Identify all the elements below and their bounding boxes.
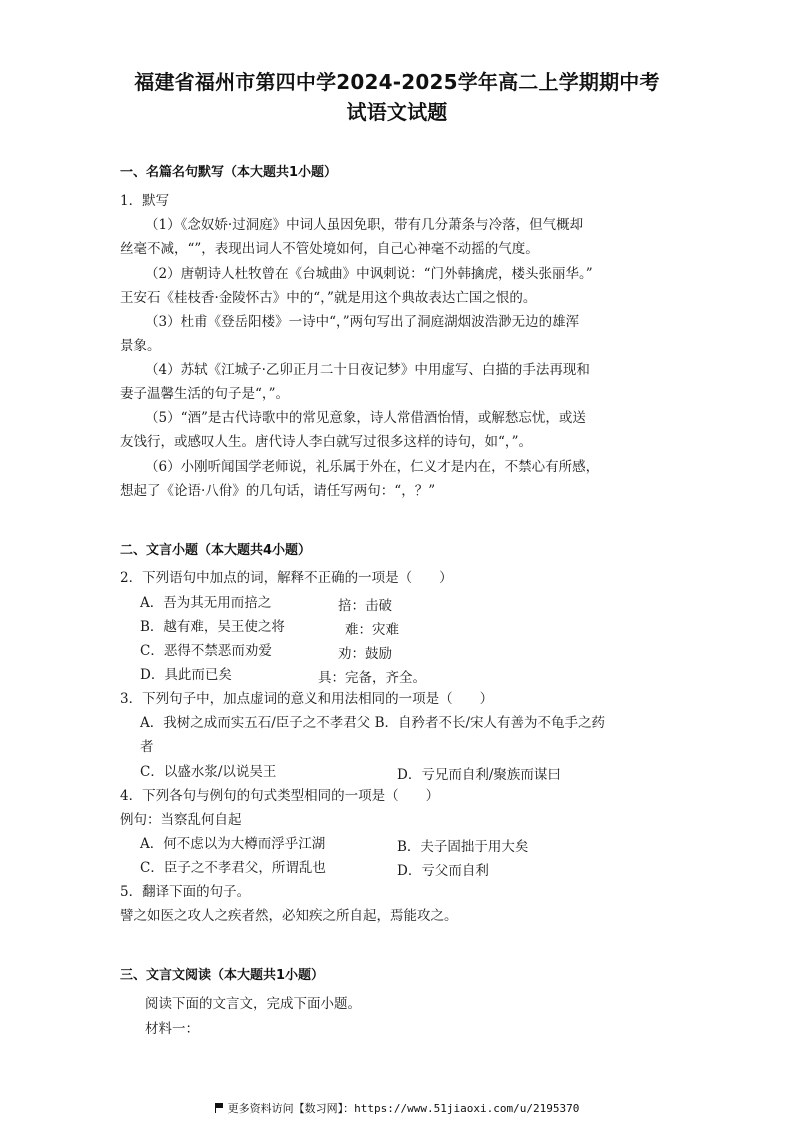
footer-text: 更多资料访问【数习网】：https://www.51jiaoxi.com/u/2195370: [227, 1102, 580, 1115]
section1-heading: 一、名篇名句默写（本大题共1小题）: [120, 165, 338, 180]
question4: 4．下列各句与例句的句式类型相同的一项是（ ）: [120, 788, 440, 804]
flag-icon: [215, 1103, 224, 1113]
q4-example: 例句：当察乱何自起: [120, 812, 242, 828]
document-title-line2: 试语文试题: [346, 100, 448, 124]
q2-option-b: B．越有难，吴王使之将: [140, 619, 285, 635]
q1-line-2: 丝毫不减，“”，表现出词人不管处境如何，自己心神毫不动摇的气度。: [120, 241, 539, 257]
q2-option-d-gloss: 具：完备，齐全。: [318, 670, 426, 686]
q3-options-ab: A．我树之成而实五石/臣子之不孝君父 B．自矜者不长/宋人有善为不龟手之药: [140, 715, 606, 731]
q4-option-c: C．臣子之不孝君父，所谓乱也: [140, 860, 326, 876]
q1-line-6: 景象。: [120, 338, 161, 354]
document-title-line1: 福建省福州市第四中学2024-2025学年高二上学期期中考: [134, 70, 660, 94]
q1-line-10: 友饯行，或感叹人生。唐代诗人李白就写过很多这样的诗句，如“，”。: [120, 434, 533, 450]
q2-option-c-gloss: 劝：鼓励: [338, 646, 392, 662]
question1-label: 1．默写: [120, 193, 170, 209]
q1-line-3: （2）唐朝诗人杜牧曾在《台城曲》中讽刺说：“门外韩擒虎，楼头张丽华。”: [145, 266, 593, 282]
material-one-label: 材料一：: [145, 1021, 199, 1037]
section2-heading: 二、文言小题（本大题共4小题）: [120, 543, 312, 558]
q1-line-7: （4）苏轼《江城子·乙卯正月二十日夜记梦》中用虚写、白描的手法再现和: [145, 362, 590, 378]
q3-option-c: C．以盛水浆/以说吴王: [140, 764, 277, 780]
q2-option-d: D．具此而已矣: [140, 667, 232, 683]
q2-option-a-gloss: 掊：击破: [338, 598, 392, 614]
question5: 5．翻译下面的句子。: [120, 884, 251, 900]
q1-line-5: （3）杜甫《登岳阳楼》一诗中“，”两句写出了洞庭湖烟波浩渺无边的雄浑: [145, 314, 580, 330]
q3-options-ab-cont: 者: [140, 739, 154, 755]
question3: 3．下列句子中，加点虚词的意义和用法相同的一项是（ ）: [120, 691, 494, 707]
q2-option-b-gloss: 难：灾难: [345, 622, 399, 638]
q1-line-12: 想起了《论语·八佾》的几句话，请任写两句：“，？”: [120, 483, 436, 499]
q2-option-a: A．吾为其无用而掊之: [140, 595, 272, 611]
section3-intro: 阅读下面的文言文，完成下面小题。: [145, 996, 361, 1012]
q1-line-8: 妻子温馨生活的句子是“，”。: [120, 386, 290, 402]
q1-line-11: （6）小刚听闻国学老师说，礼乐属于外在，仁义才是内在，不禁心有所感，: [145, 459, 600, 475]
q4-option-a: A．何不虑以为大樽而浮乎江湖: [140, 836, 326, 852]
question2: 2．下列语句中加点的词，解释不正确的一项是（ ）: [120, 570, 453, 586]
footer-link[interactable]: [0, 1100, 794, 1116]
q2-option-c: C．恶得不禁恶而劝爱: [140, 643, 272, 659]
q4-option-b: B．夫子固拙于用大矣: [397, 839, 529, 855]
q5-sentence: 譬之如医之攻人之疾者然，必知疾之所自起，焉能攻之。: [120, 908, 458, 924]
q1-line-9: （5）“酒”是古代诗歌中的常见意象，诗人常借酒怡情，或解愁忘忧，或送: [145, 410, 586, 426]
q3-option-d: D．亏兄而自利/聚族而谋曰: [397, 767, 561, 783]
q4-option-d: D．亏父而自利: [397, 863, 489, 879]
section3-heading: 三、文言文阅读（本大题共1小题）: [120, 968, 325, 983]
q1-line-4: 王安石《桂枝香·金陵怀古》中的“，”就是用这个典故表达亡国之恨的。: [120, 290, 537, 306]
q1-line-1: （1）《念奴娇·过洞庭》中词人虽因免职，带有几分萧条与冷落，但气概却: [145, 217, 584, 233]
